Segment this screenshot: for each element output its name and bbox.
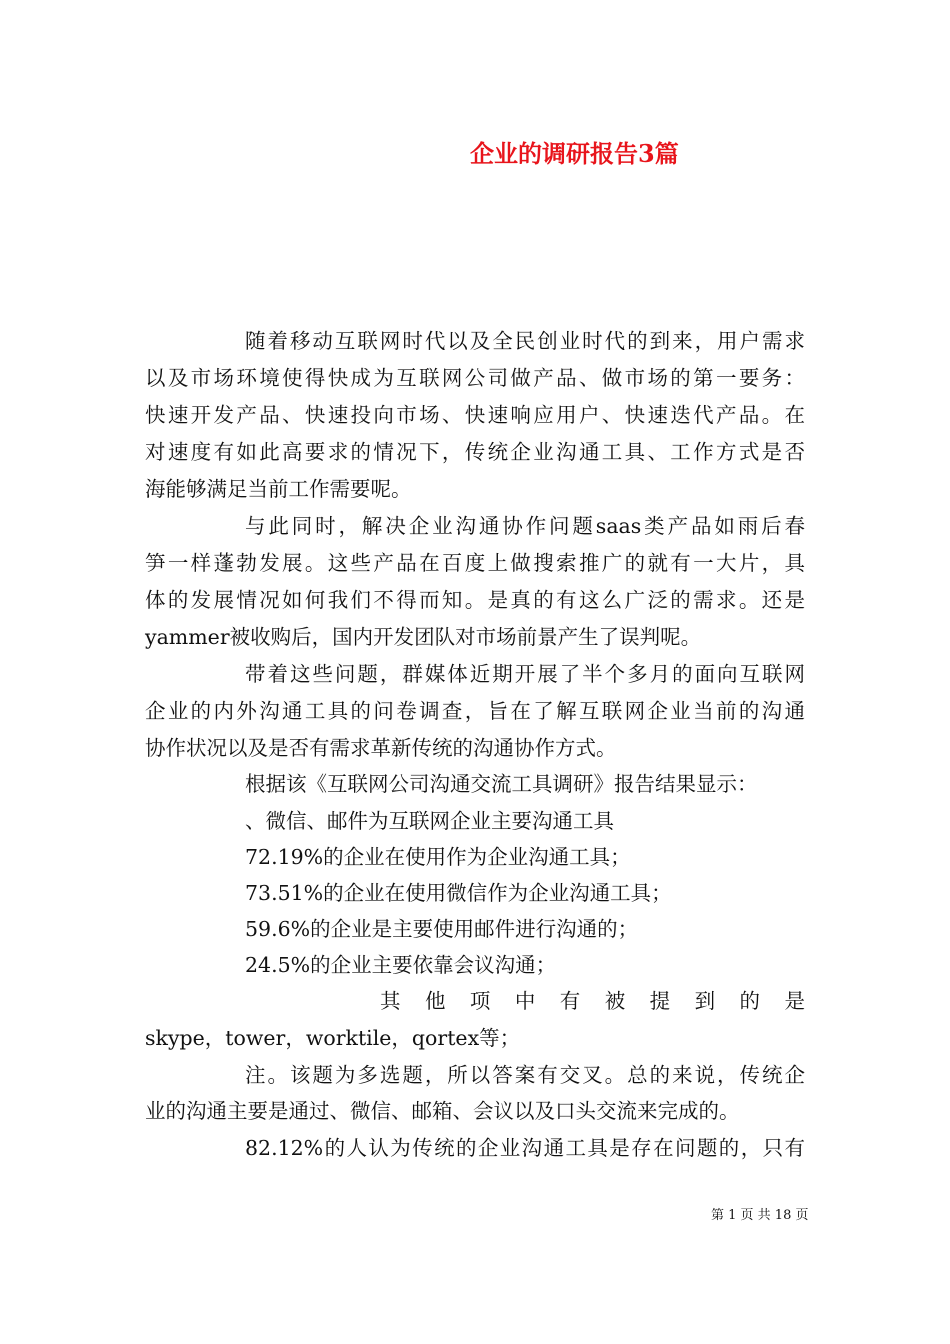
- text-line: 以及市场环境使得快成为互联网公司做产品、做市场的第一要务：: [145, 366, 805, 390]
- text-line: 59.6%的企业是主要使用邮件进行沟通的；: [245, 917, 639, 941]
- text-line: 业的沟通主要是通过、微信、邮箱、会议以及口头交流来完成的。: [145, 1099, 740, 1123]
- text-line: 73.51%的企业在使用微信作为企业沟通工具；: [245, 881, 672, 905]
- page-footer: 第 1 页 共 18 页: [711, 1208, 809, 1223]
- text-line: 、微信、邮件为互联网企业主要沟通工具: [245, 809, 614, 833]
- text-line: 72.19%的企业在使用作为企业沟通工具；: [245, 845, 631, 869]
- text-line: 24.5%的企业主要依靠会议沟通；: [245, 953, 557, 977]
- document-title: 企业的调研报告3篇: [470, 139, 679, 168]
- text-line: 与此同时，解决企业沟通协作问题saas类产品如雨后春: [245, 514, 805, 538]
- text-line: 快速开发产品、快速投向市场、快速响应用户、快速迭代产品。在: [145, 403, 805, 427]
- text-line: 协作状况以及是否有需求革新传统的沟通协作方式。: [145, 736, 617, 760]
- text-line: 对速度有如此高要求的情况下，传统企业沟通工具、工作方式是否: [145, 440, 805, 464]
- text-line: 注。该题为多选题，所以答案有交叉。总的来说，传统企: [245, 1063, 805, 1087]
- text-line: 笋一样蓬勃发展。这些产品在百度上做搜索推广的就有一大片，具: [145, 551, 805, 575]
- text-line: 体的发展情况如何我们不得而知。是真的有这么广泛的需求。还是: [145, 588, 805, 612]
- text-line: 82.12%的人认为传统的企业沟通工具是存在问题的，只有: [245, 1136, 805, 1160]
- text-line: 随着移动互联网时代以及全民创业时代的到来，用户需求: [245, 329, 805, 353]
- text-line: 带着这些问题，群媒体近期开展了半个多月的面向互联网: [245, 662, 805, 686]
- text-line: skype，tower，worktile，qortex等；: [145, 1026, 521, 1050]
- text-line: 海能够满足当前工作需要呢。: [145, 477, 412, 501]
- text-line: 其他项中有被提到的是: [380, 989, 805, 1013]
- text-line: 根据该《互联网公司沟通交流工具调研》报告结果显示：: [245, 772, 758, 796]
- text-line: 企业的内外沟通工具的问卷调查，旨在了解互联网企业当前的沟通: [145, 699, 805, 723]
- text-line: yammer被收购后，国内开发团队对市场前景产生了误判呢。: [145, 625, 702, 649]
